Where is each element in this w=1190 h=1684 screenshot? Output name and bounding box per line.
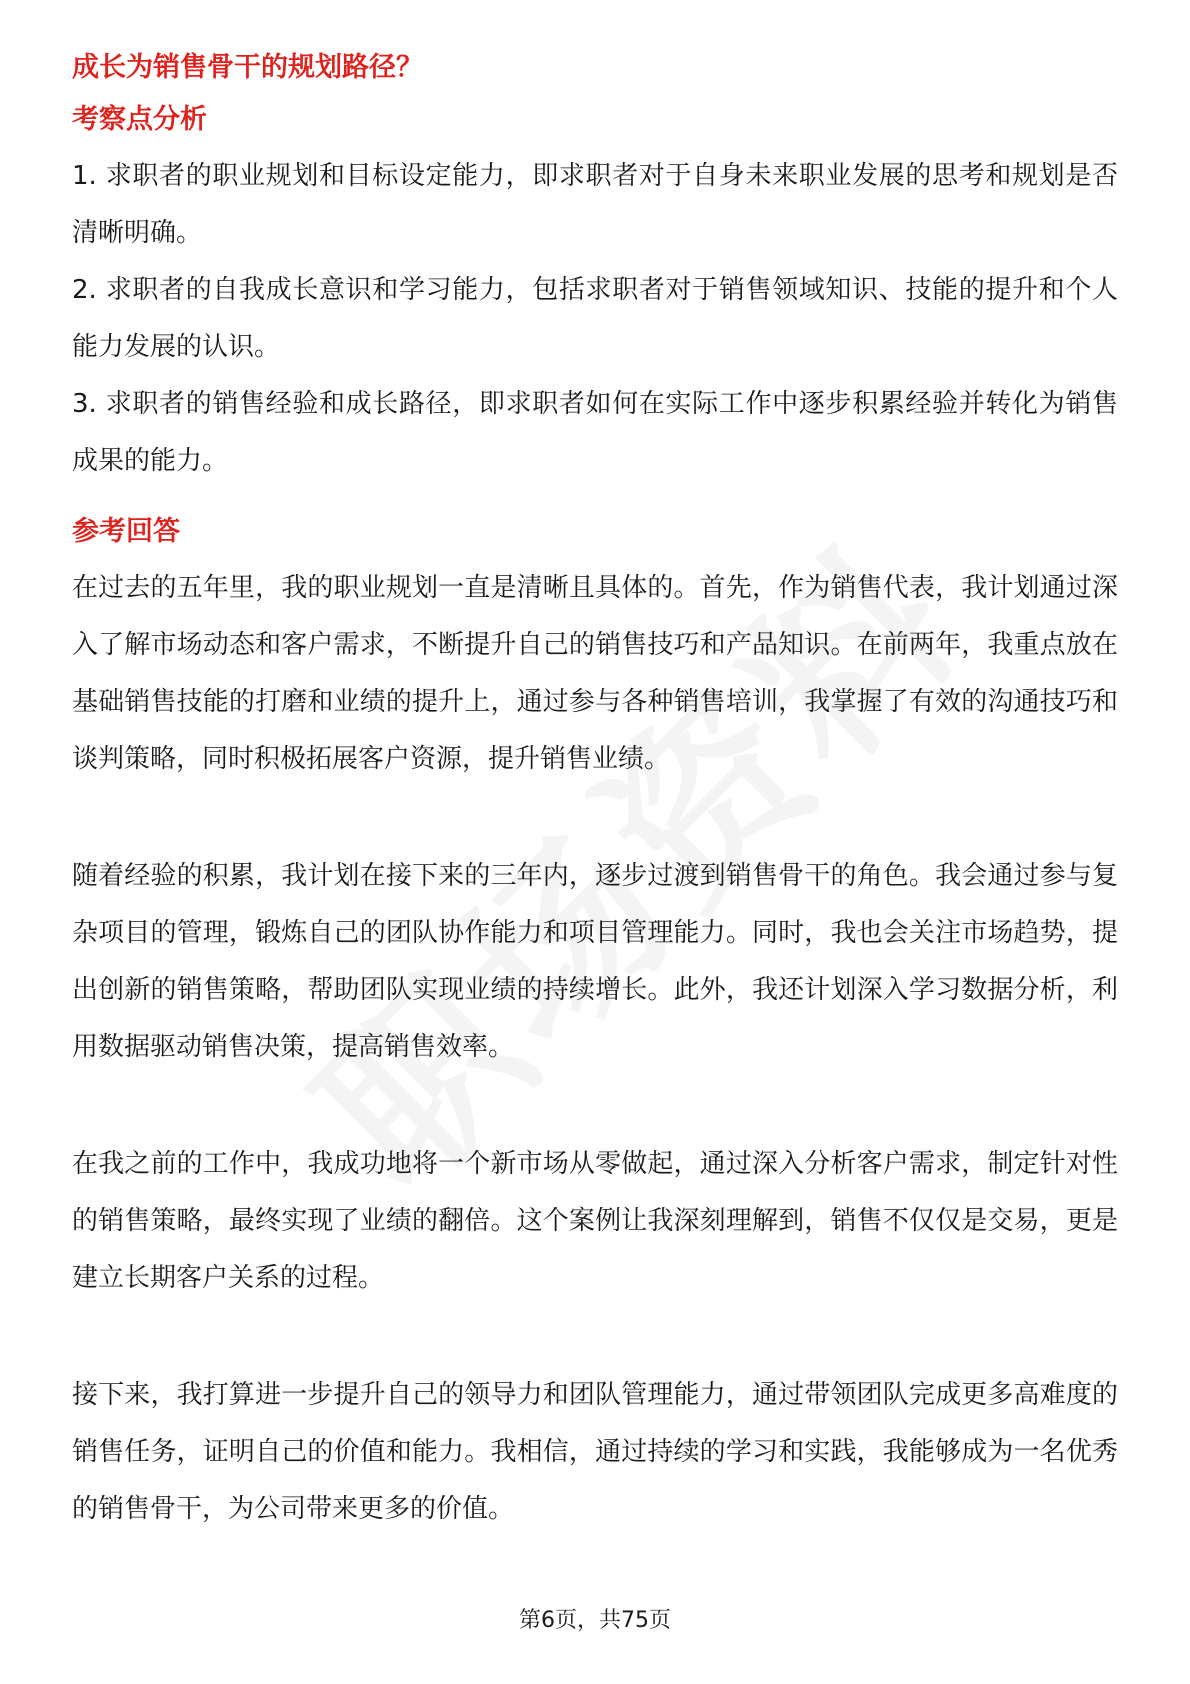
answer-paragraph: 在过去的五年里，我的职业规划一直是清晰且具体的。首先，作为销售代表，我计划通过深入了解市场动态和客户需求，不断提升自己的销售技巧和产品知识。在前两年，我重点放在基础销售技能的打磨和业绩的提升上，通过参与各种销售培训，我掌握了有效的沟通技巧和谈判策略，同时积极拓展客户资源，提升销售业绩。 [72,573,1118,774]
analysis-point: 3. 求职者的销售经验和成长路径，即求职者如何在实际工作中逐步积累经验并转化为销售成果的能力。 [72,389,1118,476]
answer-paragraph: 接下来，我打算进一步提升自己的领导力和团队管理能力，通过带领团队完成更多高难度的销售任务，证明自己的价值和能力。我相信，通过持续的学习和实践，我能够成为一名优秀的销售骨干，为公司带来更多的价值。 [72,1380,1118,1524]
analysis-point: 2. 求职者的自我成长意识和学习能力，包括求职者对于销售领域知识、技能的提升和个人能力发展的认识。 [72,275,1118,362]
page-number: 第6页，共75页 [519,1608,671,1633]
answer-paragraph: 随着经验的积累，我计划在接下来的三年内，逐步过渡到销售骨干的角色。我会通过参与复杂项目的管理，锻炼自己的团队协作能力和项目管理能力。同时，我也会关注市场趋势，提出创新的销售策略，帮助团队实现业绩的持续增长。此外，我还计划深入学习数据分析，利用数据驱动销售决策，提高销售效率。 [72,861,1118,1062]
answer-paragraph: 在我之前的工作中，我成功地将一个新市场从零做起，通过深入分析客户需求，制定针对性的销售策略，最终实现了业绩的翻倍。这个案例让我深刻理解到，销售不仅仅是交易，更是建立长期客户关系的过程。 [72,1149,1118,1293]
document-page [72,48,1118,1538]
answer-heading: 参考回答 [72,516,180,547]
question-title: 成长为销售骨干的规划路径？ [72,52,423,83]
analysis-point: 1. 求职者的职业规划和目标设定能力，即求职者对于自身未来职业发展的思考和规划是否清晰明确。 [72,161,1118,248]
analysis-heading: 考察点分析 [72,104,207,135]
